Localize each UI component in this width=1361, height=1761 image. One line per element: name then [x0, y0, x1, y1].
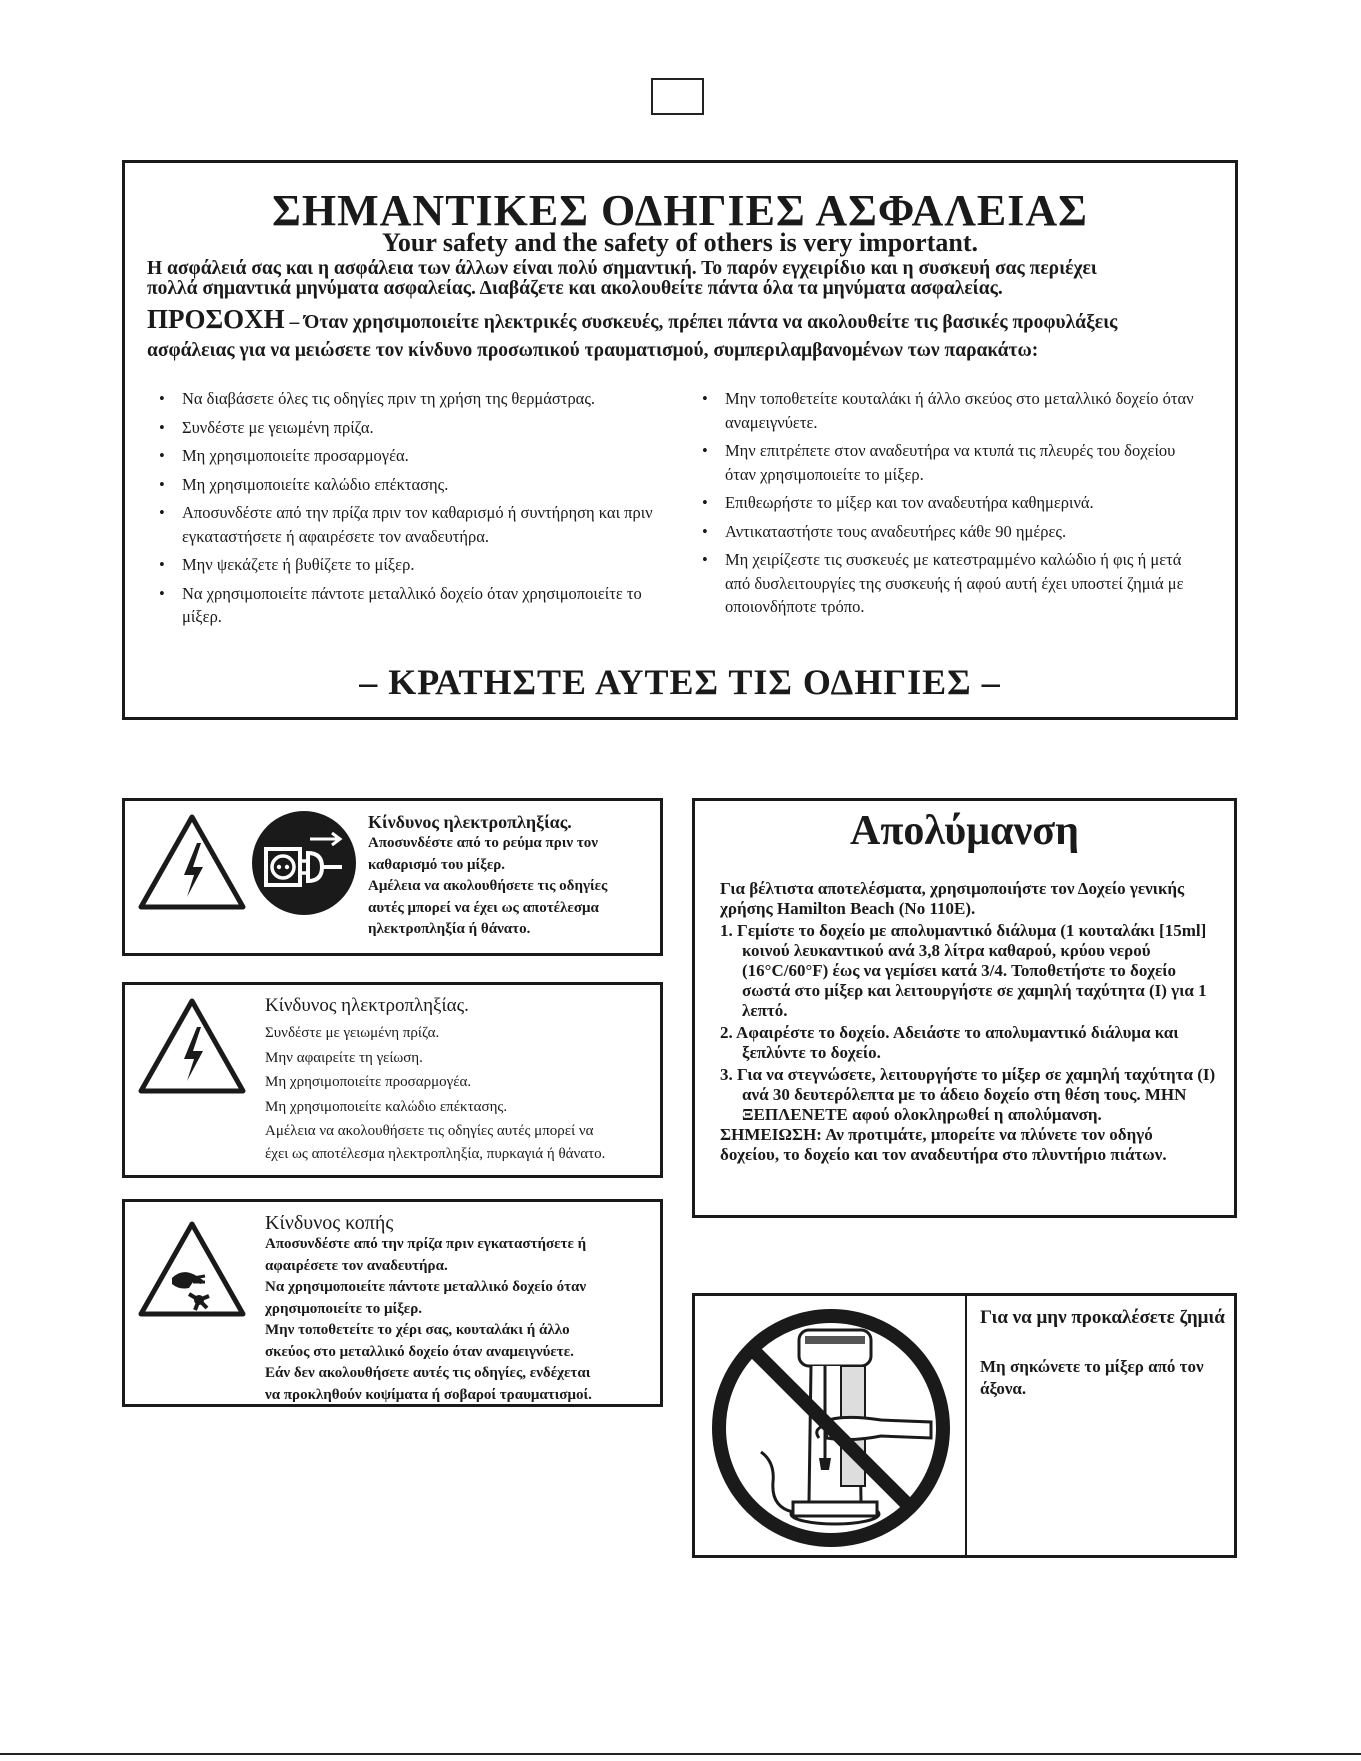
safety-bullets-left [157, 387, 677, 634]
warning-line: έχει ως αποτέλεσμα ηλεκτροπληξία, πυρκαγιά ή θάνατο. [265, 1145, 606, 1162]
safety-title: ΣΗΜΑΝΤΙΚΕΣ ΟΔΗΓΙΕΣ ΑΣΦΑΛΕΙΑΣ [272, 186, 1088, 235]
list-item: • Μην τοποθετείτε κουταλάκι ή άλλο σκεύος στο μεταλλικό δοχείο όταν αναμειγνύετε. [700, 387, 1210, 434]
warning-ground-box [122, 982, 663, 1178]
sanitize-body [720, 879, 1216, 1165]
electric-shock-warning-icon [137, 813, 247, 911]
damage-text: Μη σηκώνετε το μίξερ από τον άξονα. [980, 1357, 1204, 1398]
safety-intro-line: Η ασφάλειά σας και η ασφάλεια των άλλων είναι πολύ σημαντική. Το παρόν εγχειρίδιο και η συσκευή σας περιέχει [147, 258, 1097, 279]
warning-line: ηλεκτροπληξία ή θάνατο. [368, 921, 531, 937]
warning-line: Μη χρησιμοποιείτε προσαρμογέα. [265, 1074, 472, 1090]
list-item: • Αντικαταστήστε τους αναδευτήρες κάθε 90 ημέρες. [700, 520, 1210, 544]
caution-paragraph [147, 305, 1217, 365]
page-number-box [651, 78, 704, 115]
damage-divider [965, 1296, 967, 1555]
sanitize-note: ΣΗΜΕΙΩΣΗ: Αν προτιμάτε, μπορείτε να πλύνετε τον οδηγό δοχείου, το δοχείο και τον αναδευτήρα στο πλυντήριο πιάτων. [720, 1125, 1167, 1164]
safety-instructions-box [122, 160, 1238, 720]
damage-title: Για να μην προκαλέσετε ζημιά [980, 1307, 1225, 1328]
electric-shock-warning-icon [137, 997, 247, 1095]
warning-unplug-box [122, 798, 663, 956]
warning-line: αυτές μπορεί να έχει ως αποτέλεσμα [368, 899, 599, 916]
damage-warning-box [692, 1293, 1237, 1558]
warning-line: αφαιρέσετε τον αναδευτήρα. [265, 1257, 448, 1274]
bottom-rule [0, 1753, 1361, 1755]
warning-line: Συνδέστε με γειωμένη πρίζα. [265, 1025, 440, 1041]
sanitize-step: 1. Γεμίστε το δοχείο με απολυμαντικό διάλυμα (1 κουταλάκι [15ml] κοινού λευκαντικού ανά 3,8 λίτρα καθαρού, κρύου νερού (16°C/60°F) έως να γεμίσει κατά 3/4. Τοποθετήστε το δοχείο σωστά στο μίξερ και λειτουργήστε σε χαμηλή ταχύτητα (I) για 1 λεπτό. [720, 921, 1207, 1020]
caution-text: Όταν χρησιμοποιείτε ηλεκτρικές συσκευές, πρέπει πάντα να ακολουθείτε τις βασικές προφυλάξεις [304, 312, 1118, 333]
list-item: • Μη χρησιμοποιείτε καλώδιο επέκτασης. [157, 473, 677, 497]
list-item: • Μη χειρίζεστε τις συσκευές με κατεστραμμένο καλώδιο ή φις ή μετά από δυσλειτουργίες της συσκευής ή αφού αυτή έχει υποστεί ζημιά με οποιονδήποτε τρόπο. [700, 548, 1210, 619]
warning-ground-text [265, 995, 660, 1164]
list-item: • Μην ψεκάζετε ή βυθίζετε το μίξερ. [157, 553, 677, 577]
list-item: • Να χρησιμοποιείτε πάντοτε μεταλλικό δοχείο όταν χρησιμοποιείτε το μίξερ. [157, 582, 677, 629]
warning-line: Αποσυνδέστε από το ρεύμα πριν τον [368, 835, 598, 851]
warning-cut-text [265, 1212, 660, 1406]
warning-line: Μη χρησιμοποιείτε καλώδιο επέκτασης. [265, 1098, 508, 1115]
warning-title: Κίνδυνος ηλεκτροπληξίας. [368, 812, 572, 832]
warning-line: καθαρισμό του μίξερ. [368, 856, 506, 873]
list-item: • Επιθεωρήστε το μίξερ και τον αναδευτήρα καθημερινά. [700, 491, 1210, 515]
caution-word: ΠΡΟΣΟΧΗ [147, 304, 285, 334]
warning-line: Εάν δεν ακολουθήσετε αυτές τις οδηγίες, ενδέχεται [265, 1365, 591, 1381]
sanitize-intro: Για βέλτιστα αποτελέσματα, χρησιμοποιήστε τον Δοχείο γενικής χρήσης Hamilton Beach (No 110E). [720, 879, 1185, 918]
sanitize-step: 2. Αφαιρέστε το δοχείο. Αδειάστε το απολυμαντικό διάλυμα και ξεπλύντε το δοχείο. [720, 1023, 1179, 1062]
warning-line: Αμέλεια να ακολουθήσετε τις οδηγίες [368, 878, 608, 894]
warning-line: χρησιμοποιείτε το μίξερ. [265, 1300, 422, 1317]
safety-subtitle: Your safety and the safety of others is very important. [381, 228, 978, 257]
keep-instructions-banner: – ΚΡΑΤΗΣΤΕ ΑΥΤΕΣ ΤΙΣ ΟΔΗΓΙΕΣ – [359, 662, 1001, 702]
warning-line: Μην τοποθετείτε το χέρι σας, κουταλάκι ή άλλο [265, 1322, 570, 1338]
safety-intro [147, 259, 1215, 299]
warning-line: Μην αφαιρείτε τη γείωση. [265, 1049, 423, 1066]
safety-intro-line: πολλά σημαντικά μηνύματα ασφαλείας. Διαβάζετε και ακολουθείτε πάντα όλα τα μηνύματα ασφαλείας. [147, 278, 1003, 299]
sanitize-box [692, 798, 1237, 1218]
caution-dash: – [284, 312, 305, 333]
warning-title: Κίνδυνος κοπής [265, 1212, 394, 1234]
warning-cut-box [122, 1199, 663, 1407]
safety-bullets-right [700, 387, 1210, 624]
caution-text: ασφάλειας για να μειώσετε τον κίνδυνο προσωπικού τραυματισμού, συμπεριλαμβανομένων των παρακάτω: [147, 340, 1039, 361]
list-item: • Μη χρησιμοποιείτε προσαρμογέα. [157, 444, 677, 468]
list-item: • Να διαβάσετε όλες τις οδηγίες πριν τη χρήση της θερμάστρας. [157, 387, 677, 411]
unplug-icon [250, 809, 358, 917]
warning-line: Αμέλεια να ακολουθήσετε τις οδηγίες αυτές μπορεί να [265, 1123, 594, 1139]
warning-line: να προκληθούν κοψίματα ή σοβαροί τραυματισμοί. [265, 1386, 592, 1403]
warning-line: σκεύος στο μεταλλικό δοχείο όταν αναμειγνύετε. [265, 1343, 574, 1360]
list-item: • Μην επιτρέπετε στον αναδευτήρα να κτυπά τις πλευρές του δοχείου όταν χρησιμοποιείτε το μίξερ. [700, 439, 1210, 486]
sanitize-step: 3. Για να στεγνώσετε, λειτουργήστε το μίξερ σε χαμηλή ταχύτητα (I) ανά 30 δευτερόλεπτα με το άδειο δοχείο στη θέση τους. ΜΗΝ ΞΕΠΛΕΝΕΤΕ αφού ολοκληρωθεί η απολύμανση. [720, 1065, 1216, 1124]
cut-hazard-icon [137, 1220, 247, 1318]
sanitize-title: Απολύμανση [850, 808, 1079, 854]
list-item: • Αποσυνδέστε από την πρίζα πριν τον καθαρισμό ή συντήρηση και πριν εγκαταστήσετε ή αφαιρέσετε τον αναδευτήρα. [157, 501, 677, 548]
warning-unplug-text [368, 811, 658, 941]
list-item: • Συνδέστε με γειωμένη πρίζα. [157, 416, 677, 440]
warning-title: Κίνδυνος ηλεκτροπληξίας. [265, 995, 469, 1016]
no-lifting-by-spindle-illustration [701, 1302, 961, 1552]
warning-line: Αποσυνδέστε από την πρίζα πριν εγκαταστήσετε ή [265, 1236, 587, 1252]
warning-line: Να χρησιμοποιείτε πάντοτε μεταλλικό δοχείο όταν [265, 1279, 587, 1295]
